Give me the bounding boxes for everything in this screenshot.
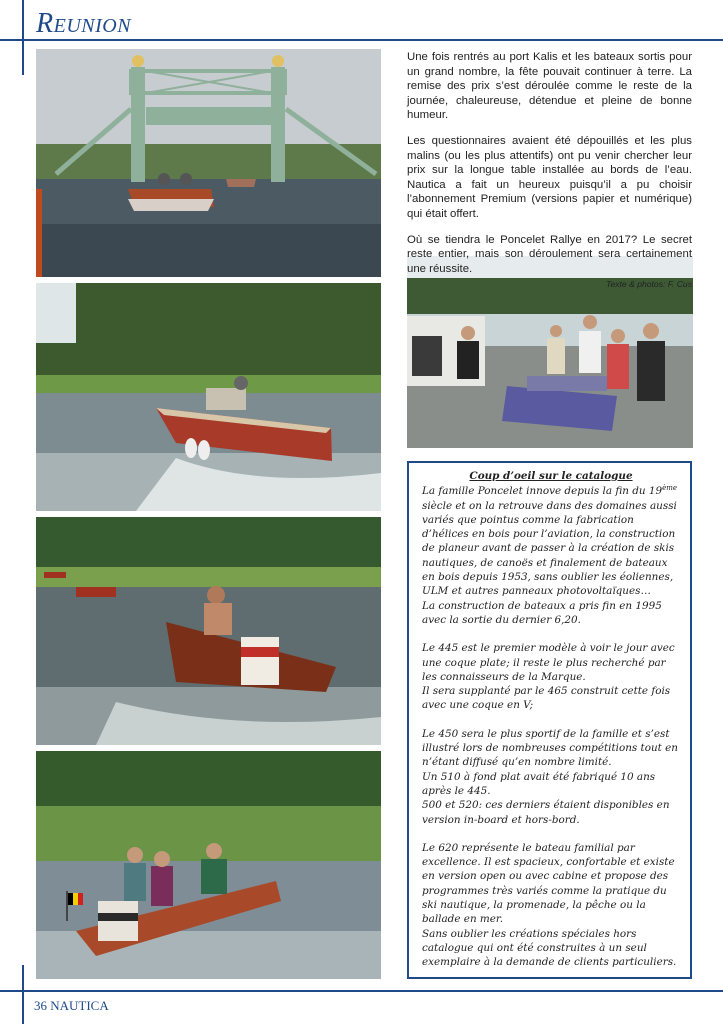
header-accent-bar	[22, 0, 24, 75]
article-paragraph: Où se tiendra le Poncelet Rallye en 2017? Le secret reste entier, mais son déroulement sera certainement une réussite.	[407, 233, 692, 275]
catalog-paragraph: La famille Poncelet innove depuis la fin du 19ème siècle et on la retrouve dans des domaines aussi variés que pointus comme la fabrication d’hélices en bois pour l’aviation, la construction de planeur avant de passer à la création de skis nautiques, de canoës et finalement de bateaux en bois depuis 1953, sans oublier les éoliennes, ULM et autres panneaux photovoltaïques… La construction de bateaux a pris fin en 1995 avec la sortie du dernier 6,20.	[422, 484, 678, 626]
footer-rule	[0, 990, 723, 992]
page-footer: 36 NAUTICA	[34, 998, 109, 1013]
catalog-paragraph: Le 450 sera le plus sportif de la famille et s’est illustré lors de nombreuses compétitions tout en n’étant diffusé qu’en nombre limité. Un 510 à fond plat avait été fabriqué 10 ans après le 445. 500 et 520: ces derniers étaient disponibles en version in-board et hors-bord.	[422, 727, 679, 826]
article-paragraph: Une fois rentrés au port Kalis et les bateaux sortis pour un grand nombre, la fête pouvait continuer à terre. La remise des prix s’est déroulée comme le reste de la journée, chaleureuse, détendue et pleine de bonne humeur.	[407, 51, 692, 122]
catalog-paragraph: Le 445 est le premier modèle à voir le jour avec une coque plate; il reste le plus recherché par les connaisseurs de la Marque. Il sera supplanté par le 465 construit cette fois avec une coque en V;	[422, 642, 675, 712]
catalog-paragraph: Le 620 représente le bateau familial par excellence. Il est spacieux, confortable et existe en version open ou avec cabine et propose des programmes très variés comme la pratique du ski nautique, la promenade, la pêche ou la ballade en mer. Sans oublier les créations spéciales hors catalogue qui ont été construites à un seul exemplaire à la demande de clients particuliers.	[422, 841, 677, 969]
section-title: Reunion	[36, 8, 132, 39]
article-text	[407, 50, 692, 292]
catalog-box	[407, 461, 692, 979]
photo-boat-lift-bridge	[36, 49, 381, 277]
catalog-title: Coup d’oeil sur le catalogue	[469, 470, 633, 482]
footer-accent-bar	[22, 965, 24, 1024]
photo-boats-racing	[36, 517, 381, 745]
photo-credit: Texte & photos: F. Cus	[606, 279, 692, 290]
photo-boat-canal	[36, 283, 381, 511]
photo-family-boat	[36, 751, 381, 979]
article-paragraph: Les questionnaires avaient été dépouillés et les plus malins (ou les plus attentifs) ont pu venir chercher leur prix sur la longue table installée au bords de l’eau. Nautica a fait un heureux puisqu’il a pu choisir l’abonnement Premium (versions papier et numérique) qui était offert.	[407, 134, 692, 220]
header-rule	[0, 39, 723, 41]
